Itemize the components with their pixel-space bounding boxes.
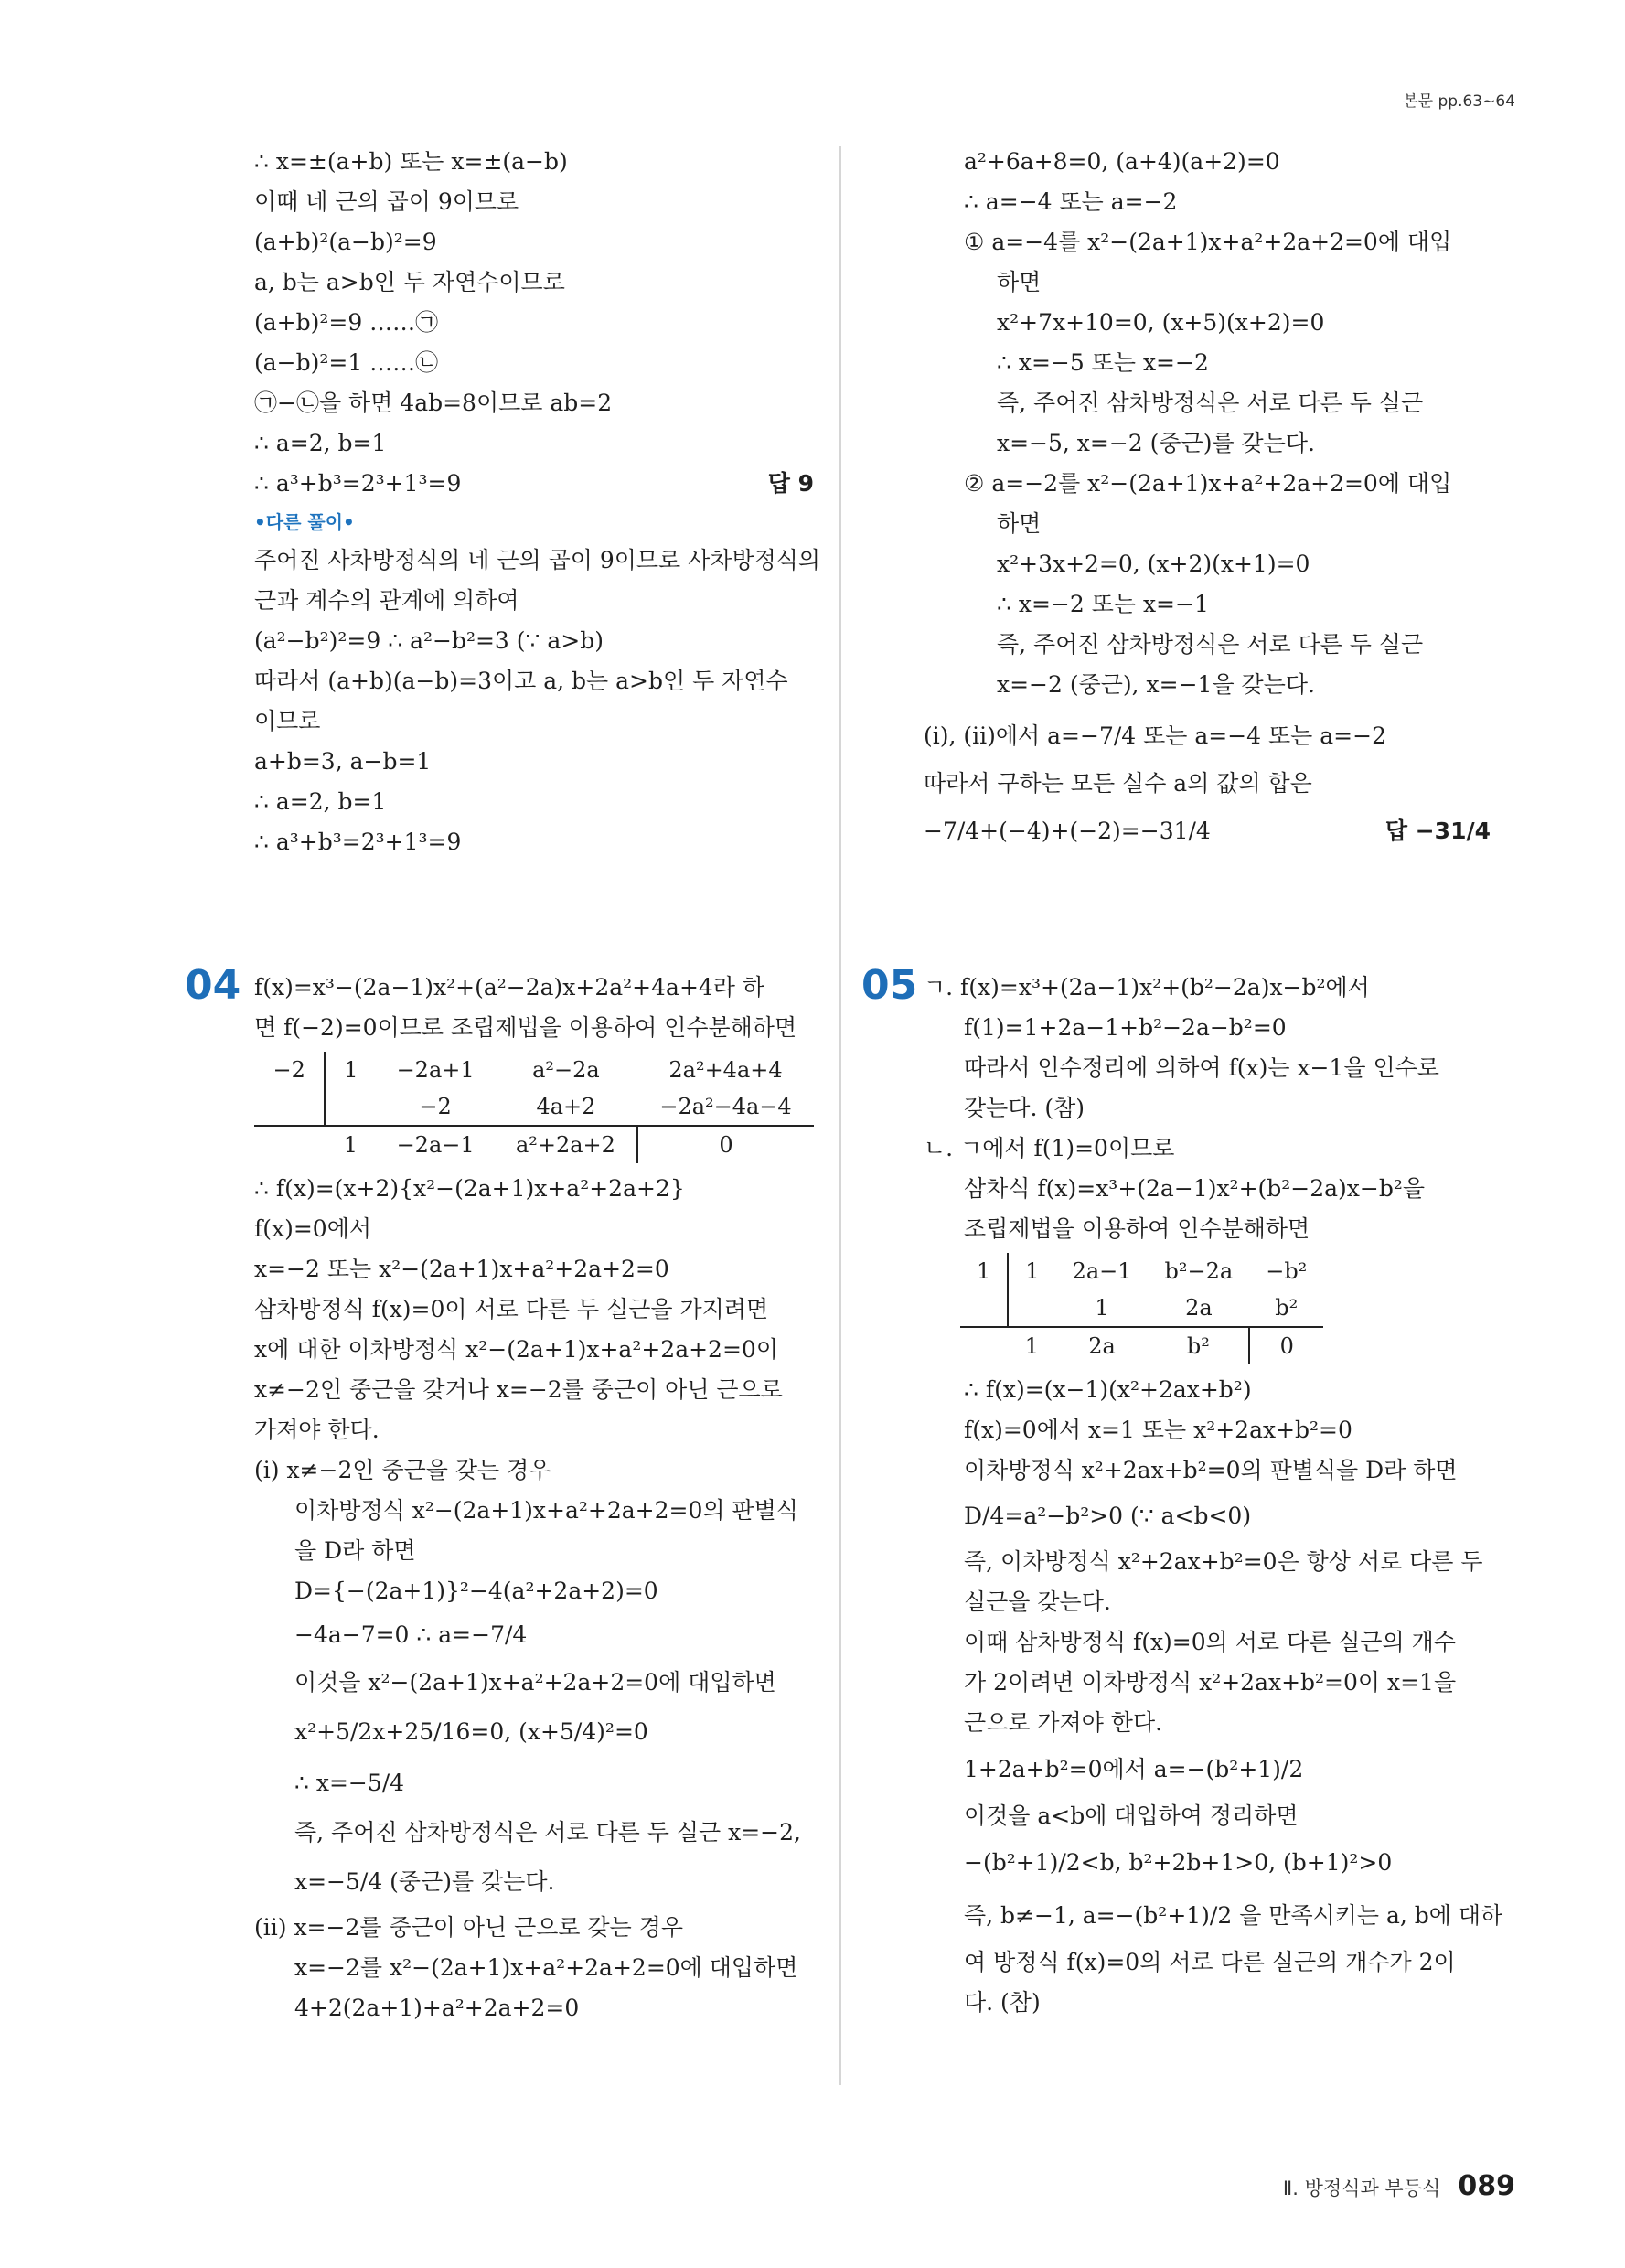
synth-cell (1008, 1289, 1055, 1327)
solution-line: f(x)=0에서 (254, 1215, 372, 1242)
synth-cell: b² (1149, 1327, 1250, 1364)
solution-line: ① a=−4를 x²−(2a+1)x+a²+2a+2=0에 대입 (964, 229, 1452, 255)
synthetic-division-table (960, 1253, 1323, 1364)
solution-line: 삼차식 f(x)=x³+(2a−1)x²+(b²−2a)x−b²을 (964, 1175, 1426, 1202)
solution-line: 이때 삼차방정식 f(x)=0의 서로 다른 실근의 개수 (964, 1629, 1456, 1655)
solution-line: x에 대한 이차방정식 x²−(2a+1)x+a²+2a+2=0이 (254, 1336, 778, 1363)
synth-cell: 1 (1025, 1258, 1040, 1284)
solution-line: ∴ a=−4 또는 a=−2 (964, 188, 1178, 215)
solution-line: ∴ f(x)=(x−1)(x²+2ax+b²) (964, 1376, 1252, 1403)
solution-line: 삼차방정식 f(x)=0이 서로 다른 두 실근을 가지려면 (254, 1296, 769, 1322)
solution-line: D={−(2a+1)}²−4(a²+2a+2)=0 (294, 1578, 658, 1604)
alt-line: ∴ a³+b³=2³+1³=9 (254, 829, 462, 855)
case-heading: (ii) x=−2를 중근이 아닌 근으로 갖는 경우 (254, 1914, 684, 1941)
synth-cell: 1 (325, 1126, 376, 1163)
solution-line: ∴ x=−5/4 (294, 1770, 405, 1796)
synth-remainder: 0 (1249, 1327, 1323, 1364)
solution-line: −4a−7=0 ∴ a=−7/4 (294, 1621, 528, 1648)
solution-line: ∴ a=2, b=1 (254, 430, 387, 456)
solution-line (924, 811, 1491, 851)
column-divider (839, 146, 841, 2085)
problem-04-solution (254, 968, 814, 2028)
solution-line: 따라서 구하는 모든 실수 a의 값의 합은 (924, 770, 1312, 797)
solution-line: 다. (참) (964, 1989, 1041, 2016)
solution-line: ∴ x=±(a+b) 또는 x=±(a−b) (254, 148, 568, 175)
solution-line: 을 D라 하면 (294, 1537, 416, 1564)
alternative-solution-label: •다른 풀이• (254, 511, 355, 533)
alt-line: ∴ a=2, b=1 (254, 788, 387, 815)
solution-line: ∴ f(x)=(x+2){x²−(2a+1)x+a²+2a+2} (254, 1175, 685, 1202)
case-heading: (i) x≠−2인 중근을 갖는 경우 (254, 1457, 551, 1483)
synth-cell: 4a+2 (536, 1094, 596, 1119)
solution-line: x=−2를 x²−(2a+1)x+a²+2a+2=0에 대입하면 (294, 1954, 798, 1981)
solution-line: −(b²+1)/2<b, b²+2b+1>0, (b+1)²>0 (964, 1849, 1393, 1876)
solution-line: f(1)=1+2a−1+b²−2a−b²=0 (964, 1014, 1287, 1041)
synth-cell (325, 1088, 376, 1126)
solution-line: 4+2(2a+1)+a²+2a+2=0 (294, 1995, 580, 2021)
synth-cell: b²−2a (1164, 1258, 1234, 1284)
solution-line: 이때 네 근의 곱이 9이므로 (254, 188, 519, 215)
solution-line-text: −7/4+(−4)+(−2)=−31/4 (924, 818, 1211, 844)
solution-line: ∴ x=−2 또는 x=−1 (997, 591, 1209, 617)
solution-line: f(x)=0에서 x=1 또는 x²+2ax+b²=0 (964, 1417, 1352, 1443)
page-number: 089 (1458, 2170, 1515, 2202)
solution-line: 실근을 갖는다. (964, 1589, 1111, 1615)
alt-line: 따라서 (a+b)(a−b)=3이고 a, b는 a>b인 두 자연수 (254, 668, 788, 694)
synth-cell: 1 (1095, 1295, 1109, 1321)
alt-line: a+b=3, a−b=1 (254, 748, 432, 775)
problem-05-solution (924, 968, 1503, 2023)
synth-cell: a²+2a+2 (495, 1126, 637, 1163)
solution-line: x=−5/4 (중근)를 갖는다. (294, 1868, 555, 1895)
synth-cell: −2a²−4a−4 (659, 1094, 792, 1119)
right-top-solution (924, 142, 1491, 851)
solution-line: 즉, 주어진 삼차방정식은 서로 다른 두 실근 x=−2, (294, 1819, 801, 1845)
solution-line: 이차방정식 x²+2ax+b²=0의 판별식을 D라 하면 (964, 1457, 1458, 1483)
synth-divisor: 1 (960, 1253, 1008, 1289)
synth-cell: 1 (344, 1057, 358, 1083)
synthetic-division-table (254, 1052, 814, 1163)
solution-line: 즉, 주어진 삼차방정식은 서로 다른 두 실근 (997, 390, 1424, 416)
page-footer (1283, 2170, 1515, 2202)
synth-remainder: 0 (637, 1126, 814, 1163)
synth-cell: 2a²+4a+4 (668, 1057, 783, 1083)
synth-cell: −2a−1 (376, 1126, 495, 1163)
synth-cell: 2a−1 (1072, 1258, 1132, 1284)
section-title: Ⅱ. 방정식과 부등식 (1282, 2177, 1441, 2199)
synth-cell: b² (1275, 1295, 1299, 1321)
synth-cell: a²−2a (532, 1057, 600, 1083)
solution-line: 갖는다. (참) (964, 1095, 1085, 1121)
alt-line: 근과 계수의 관계에 의하여 (254, 587, 519, 614)
alt-line: (a²−b²)²=9 ∴ a²−b²=3 (∵ a>b) (254, 627, 604, 654)
solution-line: 이것을 a<b에 대입하여 정리하면 (964, 1803, 1299, 1829)
solution-line: x=−5, x=−2 (중근)를 갖는다. (997, 430, 1315, 456)
synth-cell: 1 (1008, 1327, 1055, 1364)
solution-line-text: ∴ a³+b³=2³+1³=9 (254, 470, 462, 497)
solution-line: 즉, 주어진 삼차방정식은 서로 다른 두 실근 (997, 631, 1424, 658)
solution-line: 이차방정식 x²−(2a+1)x+a²+2a+2=0의 판별식 (294, 1497, 798, 1524)
synth-divisor: −2 (254, 1052, 325, 1088)
problem-number-05: 05 (861, 962, 918, 1009)
solution-line: ② a=−2를 x²−(2a+1)x+a²+2a+2=0에 대입 (964, 470, 1452, 497)
page-reference: 본문 pp.63~64 (1403, 92, 1515, 111)
solution-line: ㉠−㉡을 하면 4ab=8이므로 ab=2 (254, 390, 613, 416)
solution-line: 하면 (997, 269, 1042, 295)
solution-line: 즉, b≠−1, a=−(b²+1)/2 을 만족시키는 a, b에 대하 (964, 1902, 1503, 1929)
answer-label: 답 9 (767, 470, 814, 497)
solution-line: 즉, 이차방정식 x²+2ax+b²=0은 항상 서로 다른 두 (964, 1548, 1483, 1575)
solution-line: f(x)=x³−(2a−1)x²+(a²−2a)x+2a²+4a+4라 하 (254, 974, 765, 1000)
solution-line: 가 2이려면 이차방정식 x²+2ax+b²=0이 x=1을 (964, 1669, 1457, 1696)
solution-line: 1+2a+b²=0에서 a=−(b²+1)/2 (964, 1756, 1304, 1782)
solution-line: 면 f(−2)=0이므로 조립제법을 이용하여 인수분해하면 (254, 1014, 797, 1041)
left-top-solution (254, 142, 821, 862)
solution-line: x²+7x+10=0, (x+5)(x+2)=0 (997, 309, 1325, 336)
synth-cell: 2a (1056, 1327, 1149, 1364)
solution-line: a²+6a+8=0, (a+4)(a+2)=0 (964, 148, 1280, 175)
alt-line: 이므로 (254, 708, 321, 734)
problem-number-04: 04 (185, 962, 241, 1009)
solution-line: ㄴ. ㄱ에서 f(1)=0이므로 (924, 1135, 1175, 1161)
solution-line: 조립제법을 이용하여 인수분해하면 (964, 1215, 1310, 1242)
solution-line: x=−2 또는 x²−(2a+1)x+a²+2a+2=0 (254, 1256, 669, 1282)
synth-cell: −2a+1 (396, 1057, 475, 1083)
solution-line: a, b는 a>b인 두 자연수이므로 (254, 269, 565, 295)
solution-line (254, 464, 814, 504)
solution-line: 따라서 인수정리에 의하여 f(x)는 x−1을 인수로 (964, 1054, 1439, 1081)
solution-line: (a−b)²=1 ……㉡ (254, 349, 439, 376)
solution-line: 하면 (997, 510, 1042, 537)
solution-line: (a+b)²=9 ……㉠ (254, 309, 439, 336)
solution-line: x=−2 (중근), x=−1을 갖는다. (997, 671, 1315, 698)
solution-line: 이것을 x²−(2a+1)x+a²+2a+2=0에 대입하면 (294, 1669, 776, 1696)
solution-line: x≠−2인 중근을 갖거나 x=−2를 중근이 아닌 근으로 (254, 1376, 783, 1403)
solution-line: ㄱ. f(x)=x³+(2a−1)x²+(b²−2a)x−b²에서 (924, 974, 1370, 1000)
synth-cell: 2a (1185, 1295, 1213, 1321)
solution-line: ∴ x=−5 또는 x=−2 (997, 349, 1209, 376)
solution-line: 가져야 한다. (254, 1417, 380, 1443)
synth-cell: −2 (419, 1094, 452, 1119)
solution-line: (a+b)²(a−b)²=9 (254, 229, 437, 255)
solution-line: 근으로 가져야 한다. (964, 1709, 1163, 1736)
solution-line: (i), (ii)에서 a=−7/4 또는 a=−4 또는 a=−2 (924, 722, 1386, 749)
solution-line: D/4=a²−b²>0 (∵ a<b<0) (964, 1503, 1252, 1529)
answer-label: 답 −31/4 (1384, 818, 1491, 844)
solution-line: x²+3x+2=0, (x+2)(x+1)=0 (997, 551, 1310, 577)
solution-line: 여 방정식 f(x)=0의 서로 다른 실근의 개수가 2이 (964, 1949, 1456, 1975)
synth-cell: −b² (1266, 1258, 1308, 1284)
solution-line: x²+5/2x+25/16=0, (x+5/4)²=0 (294, 1718, 648, 1745)
alt-line: 주어진 사차방정식의 네 근의 곱이 9이므로 사차방정식의 (254, 547, 821, 573)
